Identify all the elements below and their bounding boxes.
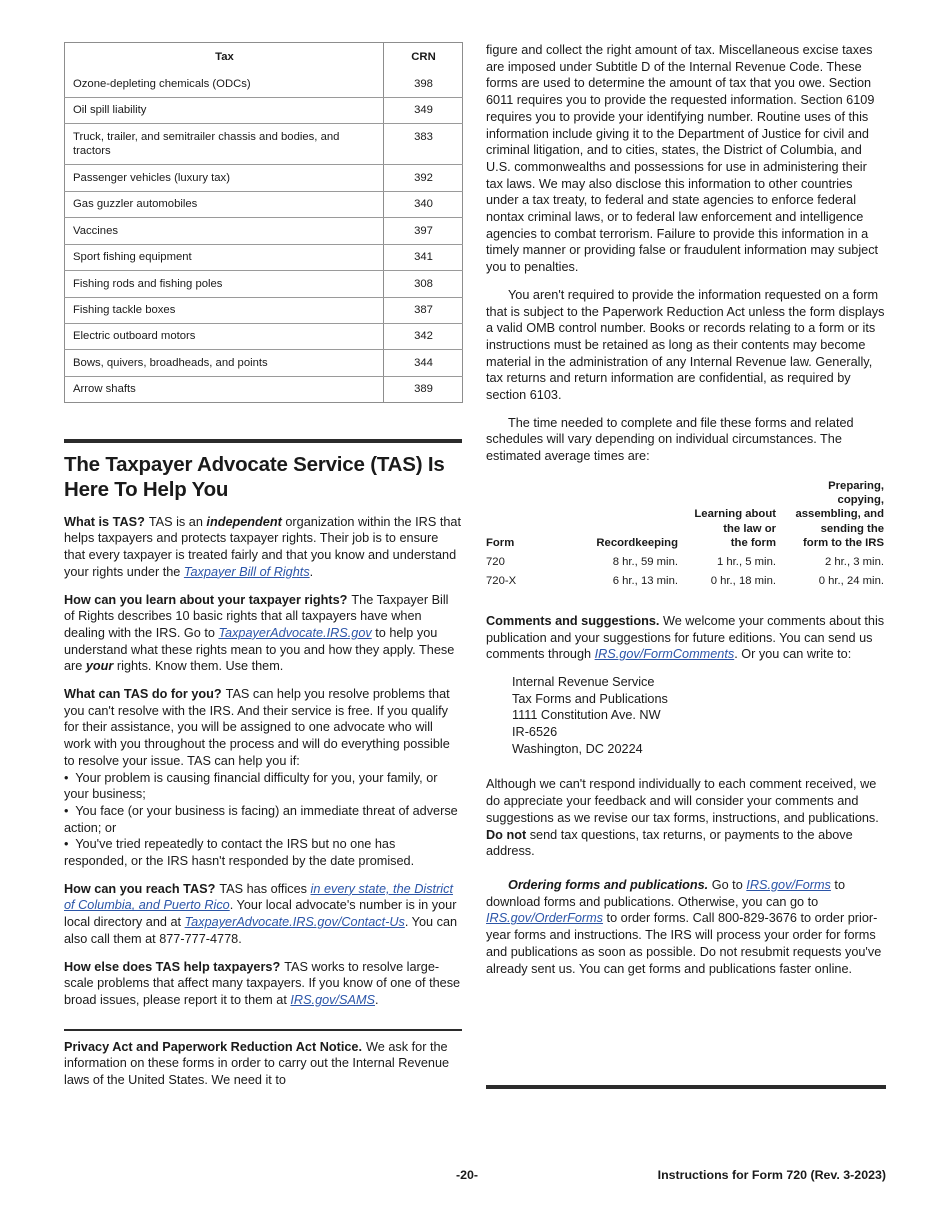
footer-page-number: -20- bbox=[456, 1168, 479, 1182]
table-row bbox=[65, 218, 463, 244]
heading-reach-tas: How can you reach TAS? bbox=[64, 881, 216, 896]
section-divider-rule bbox=[64, 439, 462, 443]
heading-how-else: How else does TAS help taxpayers? bbox=[64, 959, 281, 974]
cell-crn: 342 bbox=[384, 323, 463, 349]
cell-crn: 398 bbox=[384, 71, 463, 97]
address-line: Internal Revenue Service bbox=[512, 674, 655, 689]
header-line: assembling, and bbox=[795, 508, 884, 521]
heading-privacy-act: Privacy Act and Paperwork Reduction Act Notice. bbox=[64, 1039, 363, 1054]
header-line: the law or bbox=[723, 522, 776, 535]
table-header-row bbox=[65, 43, 463, 72]
paragraph-omb: You aren't required to provide the information requested on a form that is subject to the Paperwork Reduction Act unless the form displays a valid OMB control number. Books or records relating to a form or its instructions must be retained as long as their contents may become material in the administration of any Internal Revenue law. Generally, tax returns and return information are confidential, as required by section 6103. bbox=[486, 287, 885, 403]
right-column bbox=[486, 42, 886, 988]
cell-tax: Vaccines bbox=[65, 218, 384, 244]
paragraph-reach-tas bbox=[64, 881, 462, 948]
link-irs-gov-forms[interactable]: IRS.gov/Forms bbox=[746, 877, 831, 892]
text: to download forms and publications. Otherwise, you can go to bbox=[486, 877, 846, 909]
link-taxpayeradvocate-irs-gov[interactable]: TaxpayerAdvocate.IRS.gov bbox=[218, 625, 372, 640]
table-row bbox=[65, 297, 463, 323]
link-taxpayer-bill-of-rights[interactable]: Taxpayer Bill of Rights bbox=[183, 564, 310, 579]
heading-learn-rights: How can you learn about your taxpayer rights? bbox=[64, 592, 348, 607]
text: TAS has offices bbox=[219, 881, 311, 896]
cell-tax: Ozone-depleting chemicals (ODCs) bbox=[65, 71, 384, 97]
table-row bbox=[65, 323, 463, 349]
table-row bbox=[65, 97, 463, 123]
paragraph-what-can-tas-do bbox=[64, 686, 462, 770]
cell-tax: Fishing tackle boxes bbox=[65, 297, 384, 323]
text: . bbox=[309, 564, 314, 579]
table-row bbox=[65, 350, 463, 376]
cell-tax: Fishing rods and fishing poles bbox=[65, 271, 384, 297]
paragraph-ordering bbox=[486, 877, 886, 977]
link-tas-offices-locations[interactable]: in every state, the District of Columbia, and Puerto Rico bbox=[64, 881, 453, 913]
text: rights. Know them. Use them. bbox=[113, 659, 284, 674]
address-line: IR-6526 bbox=[512, 725, 558, 740]
cell-crn: 387 bbox=[384, 297, 463, 323]
table-row bbox=[65, 165, 463, 191]
link-taxpayeradvocate-contact-us[interactable]: TaxpayerAdvocate.IRS.gov/Contact-Us bbox=[184, 915, 405, 930]
text: We ask for the information on these forms in order to carry out the Internal Revenue laws of the United States. We need it to bbox=[64, 1039, 450, 1088]
cell-tax: Bows, quivers, broadheads, and points bbox=[65, 350, 384, 376]
bullet-text: Your problem is causing financial difficulty for you, your family, or your business; bbox=[64, 770, 438, 802]
text: Although we can't respond individually to each comment received, we do appreciate your feedback and will consider your comments and suggestions as we revise our tax forms, instructions, and publications. bbox=[486, 777, 879, 825]
cell-learning: 0 hr., 18 min. bbox=[710, 574, 776, 587]
page-title: The Taxpayer Advocate Service (TAS) Is Here To Help You bbox=[64, 453, 445, 501]
paragraph-although bbox=[486, 776, 886, 860]
cell-preparing: 0 hr., 24 min. bbox=[818, 574, 884, 587]
text: The Taxpayer Bill of Rights describes 10 basic rights that all taxpayers have when dealing with the IRS. Go to bbox=[64, 592, 449, 640]
left-column bbox=[64, 42, 462, 1100]
cell-tax: Truck, trailer, and semitrailer chassis and bodies, and tractors bbox=[65, 124, 384, 165]
cell-crn: 349 bbox=[384, 97, 463, 123]
cell-crn: 383 bbox=[384, 124, 463, 165]
paragraph-privacy-act bbox=[64, 1039, 462, 1089]
text: . You can also call them at 877-777-4778. bbox=[64, 915, 458, 946]
cell-tax: Oil spill liability bbox=[65, 97, 384, 123]
cell-crn: 344 bbox=[384, 350, 463, 376]
table-row bbox=[486, 572, 886, 591]
header-line: the form bbox=[730, 536, 776, 549]
cell-crn: 340 bbox=[384, 191, 463, 217]
text: TAS can help you resolve problems that you can't resolve with the IRS. And their service is free. If you qualify for their assistance, you will be assigned to one advocate who will work with you throughout the process and will do everything possible to resolve your issue. TAS can help you if: bbox=[64, 687, 450, 768]
text: We welcome your comments about this publication and your suggestions for future editions. You can send us comments through bbox=[486, 613, 885, 662]
cell-learning: 1 hr., 5 min. bbox=[716, 555, 776, 568]
heading-what-can-tas-do: What can TAS do for you? bbox=[64, 687, 222, 702]
text: . Your local advocate's number is in your local directory and at bbox=[64, 898, 457, 930]
header-line: form to the IRS bbox=[803, 536, 884, 549]
estimate-header-row bbox=[486, 479, 886, 553]
cell-preparing: 2 hr., 3 min. bbox=[824, 555, 884, 568]
text: TAS works to resolve large-scale problems that affect many taxpayers. If you know of one of these broad issues, please report it to them at bbox=[64, 959, 461, 1007]
list-item: • You've tried repeatedly to contact the IRS but no one has responded, or the IRS hasn't responded by the date promised. bbox=[64, 837, 415, 869]
column-header-recordkeeping: Recordkeeping bbox=[596, 536, 678, 549]
crn-table-body bbox=[65, 71, 463, 402]
cell-tax: Sport fishing equipment bbox=[65, 244, 384, 270]
cell-form: 720-X bbox=[486, 574, 517, 587]
time-estimate-table bbox=[486, 479, 886, 591]
cell-tax: Passenger vehicles (luxury tax) bbox=[65, 165, 384, 191]
text: to order forms. Call 800-829-3676 to order prior-year forms and instructions. The IRS will process your order for forms and publications as soon as possible. Do not resubmit requests you've already sent us. You can get forms and publications faster online. bbox=[486, 911, 882, 976]
table-row bbox=[65, 124, 463, 165]
footer-document-title: Instructions for Form 720 (Rev. 3-2023) bbox=[657, 1168, 886, 1182]
mailing-address bbox=[486, 674, 886, 758]
header-line: copying, bbox=[837, 494, 884, 507]
emphasis-your: your bbox=[85, 659, 114, 674]
header-line: sending the bbox=[820, 522, 884, 535]
cell-form: 720 bbox=[486, 555, 505, 568]
text: TAS is an bbox=[148, 514, 207, 529]
text: Go to bbox=[708, 877, 747, 892]
column-header-tax: Tax bbox=[215, 51, 234, 63]
paragraph-what-is-tas bbox=[64, 514, 462, 581]
emphasis-independent: independent bbox=[206, 514, 282, 529]
link-irs-gov-formcomments[interactable]: IRS.gov/FormComments bbox=[594, 647, 735, 662]
column-header-form: Form bbox=[486, 536, 515, 549]
table-row bbox=[65, 376, 463, 402]
cell-crn: 308 bbox=[384, 271, 463, 297]
bullet-text: You've tried repeatedly to contact the IRS but no one has responded, or the IRS hasn't responded by the date promised. bbox=[64, 837, 415, 869]
text: . bbox=[375, 993, 379, 1007]
address-line: Washington, DC 20224 bbox=[512, 741, 643, 756]
cell-crn: 392 bbox=[384, 165, 463, 191]
list-item: • Your problem is causing financial difficulty for you, your family, or your business; bbox=[64, 770, 438, 802]
paragraph-how-else bbox=[64, 959, 462, 1009]
table-row bbox=[65, 271, 463, 297]
text: send tax questions, tax returns, or payments to the above address. bbox=[486, 827, 853, 859]
column-header-preparing bbox=[778, 479, 886, 553]
estimate-table-body bbox=[486, 553, 886, 591]
cell-tax: Electric outboard motors bbox=[65, 323, 384, 349]
table-row bbox=[65, 71, 463, 97]
address-line: 1111 Constitution Ave. NW bbox=[512, 708, 661, 723]
cell-crn: 341 bbox=[384, 244, 463, 270]
link-irs-gov-sams[interactable]: IRS.gov/SAMS bbox=[290, 993, 376, 1007]
paragraph-learn-rights bbox=[64, 592, 462, 676]
text: . Or you can write to: bbox=[734, 647, 852, 662]
text: organization within the IRS that helps taxpayers and protects taxpayer rights. Their job is to ensure that every taxpayer is treated fairly and that you know and understand your rights under the bbox=[64, 514, 461, 579]
bottom-divider-rule bbox=[486, 1085, 886, 1089]
cell-recordkeeping: 8 hr., 59 min. bbox=[612, 555, 678, 568]
column-header-crn: CRN bbox=[384, 43, 463, 72]
paragraph-comments bbox=[486, 613, 886, 663]
column-header-learning bbox=[680, 479, 778, 553]
link-irs-gov-orderforms[interactable]: IRS.gov/OrderForms bbox=[486, 911, 604, 926]
table-row bbox=[486, 553, 886, 572]
cell-tax: Gas guzzler automobiles bbox=[65, 191, 384, 217]
heading-ordering: Ordering forms and publications. bbox=[508, 877, 709, 892]
cell-crn: 397 bbox=[384, 218, 463, 244]
address-line: Tax Forms and Publications bbox=[512, 691, 668, 706]
table-row bbox=[65, 244, 463, 270]
heading-comments: Comments and suggestions. bbox=[486, 613, 660, 628]
text: to help you understand what these rights mean to you and how they apply. These are bbox=[64, 625, 455, 674]
emphasis-do-not: Do not bbox=[486, 827, 527, 842]
bullet-text: You face (or your business is facing) an immediate threat of adverse action; or bbox=[64, 803, 458, 835]
heading-what-is-tas: What is TAS? bbox=[64, 514, 145, 529]
crn-table bbox=[64, 42, 463, 403]
list-item: • You face (or your business is facing) an immediate threat of adverse action; or bbox=[64, 803, 458, 835]
paragraph-privacy-continued: figure and collect the right amount of tax. Miscellaneous excise taxes are imposed under Subtitle D of the Internal Revenue Code. These forms are used to determine the amount of tax that you owe. Section 6011 requires you to provide the requested information. Section 6109 requires you to provide your identifying number. Routine uses of this information include giving it to the Department of Justice for civil and criminal litigation, and to cities, states, the District of Columbia, and U.S. commonwealths and possessions for use in administering their tax laws. We may also disclose this information to other countries under a tax treaty, to federal and state agencies to enforce federal nontax criminal laws, or to federal law enforcement and intelligence agencies to combat terrorism. Failure to provide this information in a timely manner or providing false or fraudulent information may subject you to penalties. bbox=[486, 43, 879, 275]
table-row bbox=[65, 191, 463, 217]
paragraph-time-needed: The time needed to complete and file these forms and related schedules will vary depending on individual circumstances. The estimated average times are: bbox=[486, 415, 854, 464]
cell-tax: Arrow shafts bbox=[73, 383, 136, 396]
header-line: Preparing, bbox=[828, 479, 884, 492]
header-line: Learning about bbox=[694, 508, 776, 521]
cell-recordkeeping: 6 hr., 13 min. bbox=[612, 574, 678, 587]
cell-crn: 389 bbox=[384, 376, 463, 402]
